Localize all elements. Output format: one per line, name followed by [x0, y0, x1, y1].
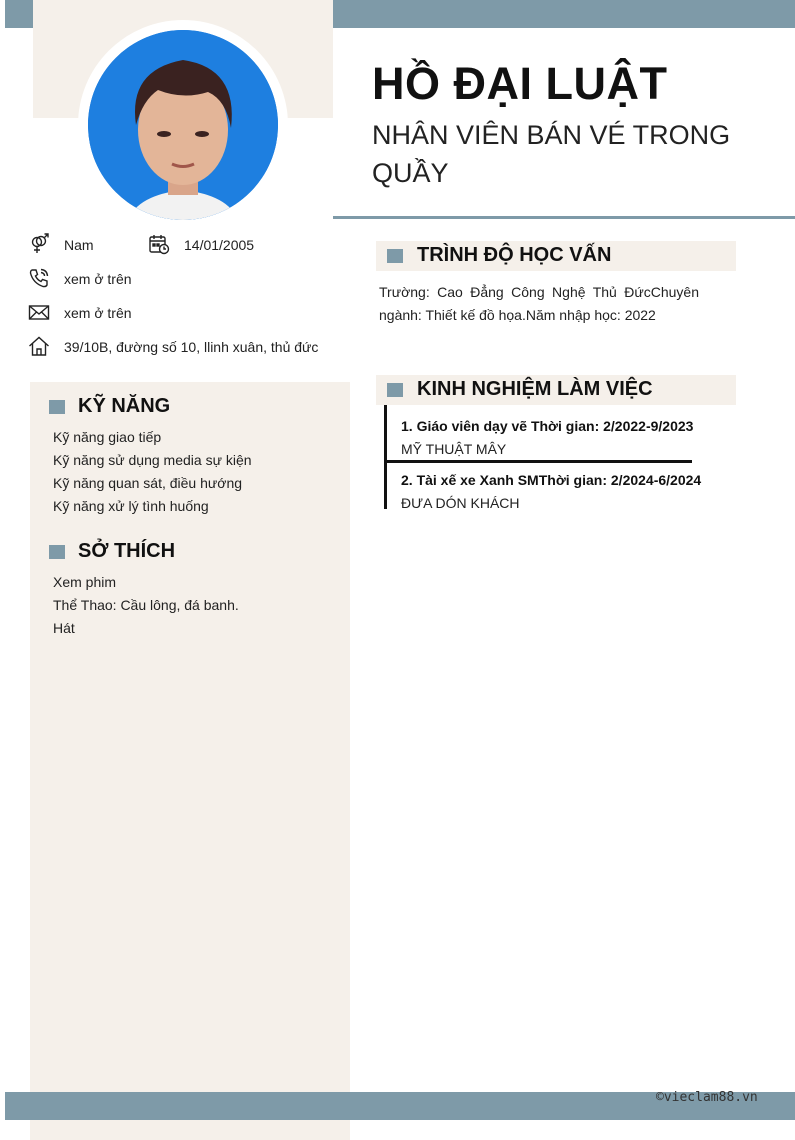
experience-item-title: 2. Tài xế xe Xanh SMThời gian: 2/2024-6/2024 — [401, 472, 702, 488]
experience-header — [376, 375, 736, 405]
experience-item-org: ĐƯA DÓN KHÁCH — [401, 495, 520, 511]
list-item: Kỹ năng xử lý tình huống — [53, 498, 209, 514]
address-value: 39/10B, đường số 10, llinh xuân, thủ đức — [64, 339, 319, 355]
hobbies-marker — [49, 545, 65, 559]
education-heading: TRÌNH ĐỘ HỌC VẤN — [417, 244, 612, 266]
experience-item-title: 1. Giáo viên dạy vẽ Thời gian: 2/2022-9/2023 — [401, 418, 694, 434]
education-header — [376, 241, 736, 271]
gender-icon — [28, 233, 50, 255]
list-item: Kỹ năng sử dụng media sự kiện — [53, 452, 252, 468]
email-value: xem ở trên — [64, 305, 132, 321]
list-item: Xem phim — [53, 574, 117, 590]
phone-value: xem ở trên — [64, 271, 132, 287]
experience-heading: KINH NGHIỆM LÀM VIỆC — [417, 378, 653, 400]
education-marker — [387, 249, 403, 263]
experience-timeline-bar — [384, 405, 387, 509]
education-details: Trường: Cao Đẳng Công Nghệ Thủ ĐứcChuyên ngành: Thiết kế đồ họa.Năm nhập học: 2022 — [379, 284, 699, 323]
portrait-illustration — [88, 30, 278, 220]
calendar-icon — [148, 233, 170, 255]
skills-list — [53, 426, 252, 518]
header-divider — [333, 216, 795, 219]
experience-item-org: MỸ THUẬT MÂY — [401, 441, 507, 457]
list-item: Thể Thao: Cầu lông, đá banh. — [53, 597, 239, 613]
phone-icon — [28, 267, 50, 289]
watermark: ©vieclam88.vn — [656, 1090, 758, 1105]
home-icon — [28, 335, 50, 357]
gender-value: Nam — [64, 237, 94, 253]
mail-icon — [28, 301, 50, 323]
candidate-position: NHÂN VIÊN BÁN VÉ TRONG QUẦY — [372, 120, 731, 188]
dob-value: 14/01/2005 — [184, 237, 255, 253]
experience-separator — [387, 460, 692, 463]
list-item: Kỹ năng giao tiếp — [53, 429, 162, 445]
list-item: Kỹ năng quan sát, điều hướng — [53, 475, 243, 491]
skills-heading: KỸ NĂNG — [78, 395, 171, 417]
hobbies-heading: SỞ THÍCH — [78, 540, 176, 562]
list-item: Hát — [53, 620, 75, 636]
hobbies-list — [53, 571, 239, 640]
candidate-name: HỒ ĐẠI LUẬT — [372, 58, 668, 109]
avatar — [88, 30, 278, 220]
experience-marker — [387, 383, 403, 397]
skills-marker — [49, 400, 65, 414]
